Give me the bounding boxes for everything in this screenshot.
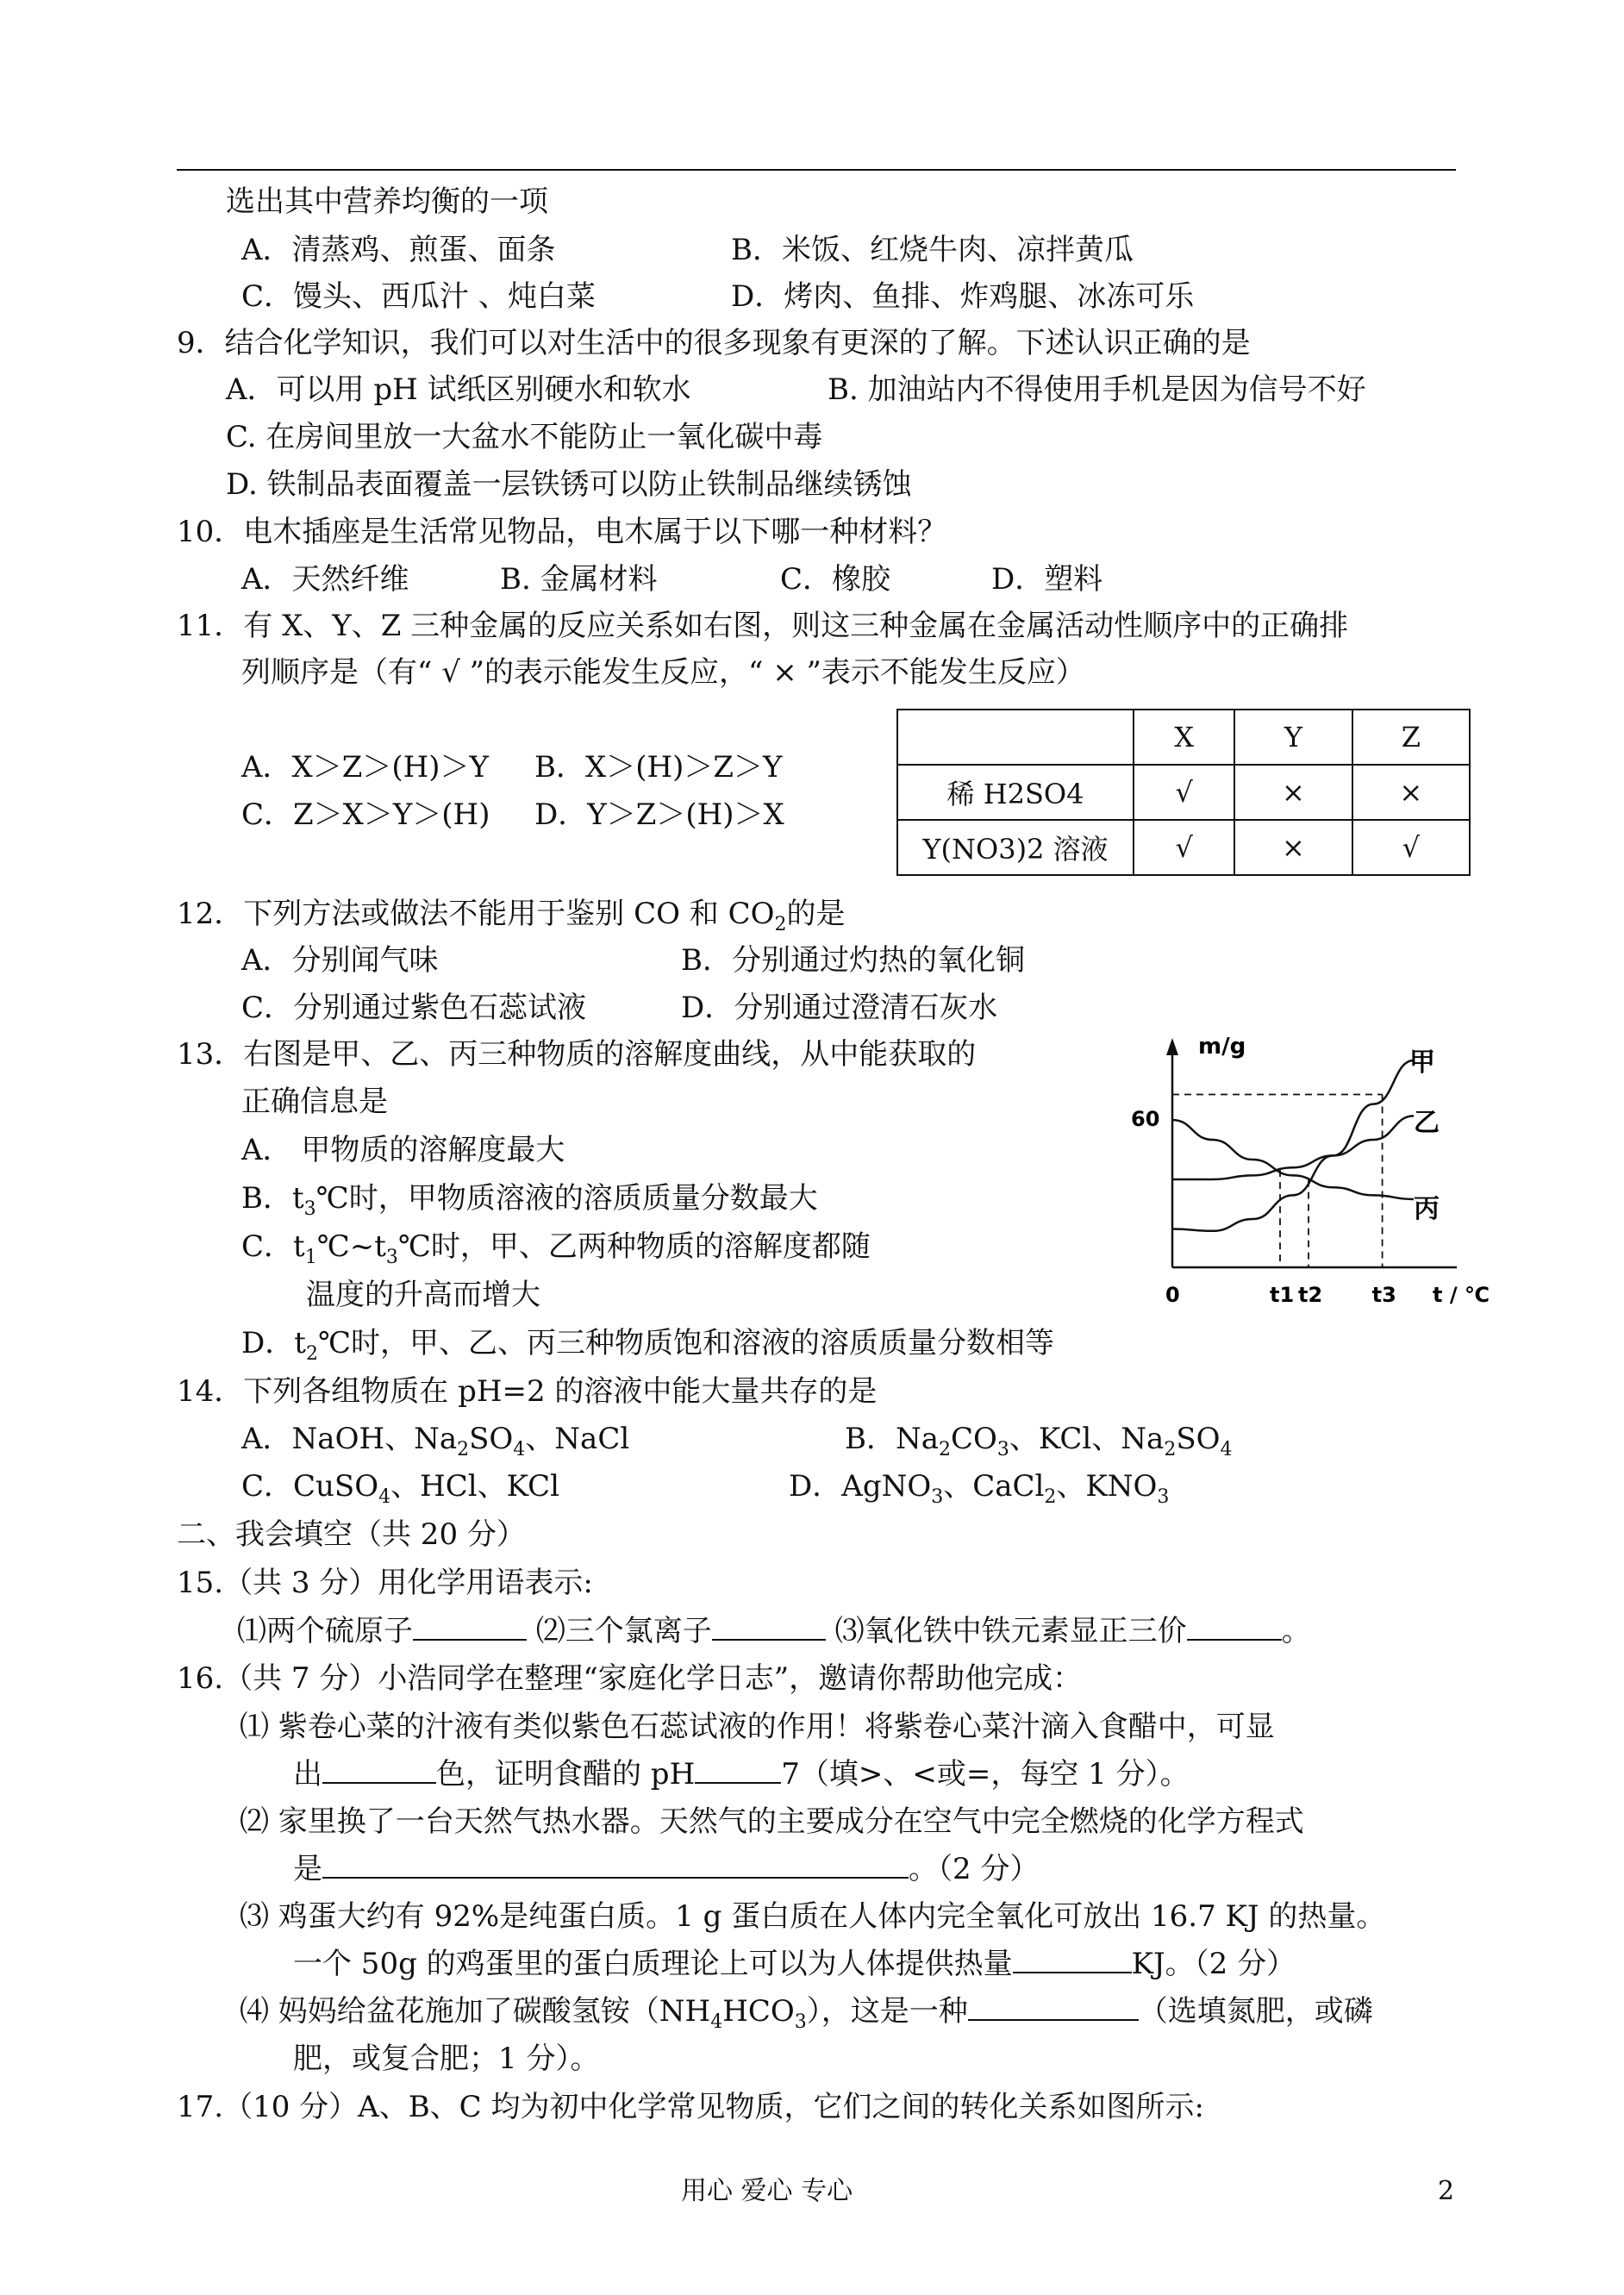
series-line-2 bbox=[1172, 1116, 1414, 1179]
answer-blank[interactable] bbox=[968, 1995, 1139, 2021]
q8-option-b: B．米饭、红烧牛肉、凉拌黄瓜 bbox=[731, 233, 1134, 267]
q16-p1-text: 色，证明食醋的 pH bbox=[436, 1757, 696, 1792]
subscript: 4 bbox=[513, 1438, 526, 1460]
q16-p1-text: 7（填>、<或=，每空 1 分）。 bbox=[781, 1757, 1190, 1792]
q16-p1-text: 出 bbox=[293, 1757, 322, 1792]
q15-part1: ⑴两个硫原子 bbox=[237, 1614, 413, 1648]
reaction-table bbox=[896, 709, 1471, 876]
series-label-jia: 甲 bbox=[1409, 1047, 1435, 1078]
q16-p4-text: ），这是一种 bbox=[806, 1994, 968, 2029]
q11-option-d: D．Y＞Z＞(H)＞X bbox=[534, 797, 784, 832]
formula-text: 、CaCl bbox=[943, 1469, 1045, 1504]
answer-blank[interactable] bbox=[695, 1758, 781, 1784]
formula-text: C．CuSO bbox=[241, 1469, 379, 1504]
q16-p3-text: KJ。（2 分） bbox=[1131, 1947, 1296, 1981]
q8-option-c: C．馒头、西瓜汁 、炖白菜 bbox=[241, 279, 596, 314]
q16-p4-text: （选填氮肥，或磷 bbox=[1138, 1994, 1373, 2029]
q10-option-d: D．塑料 bbox=[991, 562, 1103, 597]
formula-text: 、HCl、KCl bbox=[390, 1469, 560, 1504]
series-line-1 bbox=[1172, 1060, 1414, 1231]
q16-p2-text: 。（2 分） bbox=[909, 1852, 1040, 1886]
q16-part1-line2 bbox=[293, 1757, 1190, 1792]
subscript: 4 bbox=[1220, 1438, 1233, 1460]
q9-option-a: A．可以用 pH 试纸区别硬水和软水 bbox=[226, 372, 691, 407]
q11-stem-line2: 列顺序是（有“ √ ”的表示能发生反应，“ × ”表示不能发生反应） bbox=[241, 655, 1085, 690]
q14-option-b bbox=[845, 1422, 1233, 1460]
q16-stem: 16.（共 7 分）小浩同学在整理“家庭化学日志”，邀请你帮助他完成： bbox=[177, 1661, 1083, 1696]
formula-text: B．Na bbox=[845, 1422, 940, 1456]
subscript: 2 bbox=[1044, 1485, 1057, 1508]
q16-part1-line1: ⑴ 紫卷心菜的汁液有类似紫色石蕊试液的作用！将紫卷心菜汁滴入食醋中，可显 bbox=[240, 1710, 1275, 1744]
q14-option-c bbox=[241, 1469, 560, 1508]
q8-option-d: D．烤肉、鱼排、炸鸡腿、冰冻可乐 bbox=[731, 279, 1195, 314]
q15-stem: 15.（共 3 分）用化学用语表示: bbox=[177, 1566, 593, 1600]
formula-text: SO bbox=[1176, 1422, 1221, 1456]
q12-option-b: B．分别通过灼热的氧化铜 bbox=[681, 943, 1025, 978]
q12-option-c: C．分别通过紫色石蕊试液 bbox=[241, 991, 587, 1025]
table-cell: Y(NO3)2 溶液 bbox=[897, 820, 1134, 875]
q14-option-d bbox=[789, 1469, 1170, 1508]
subscript: 3 bbox=[931, 1485, 944, 1508]
q16-part2-line1: ⑵ 家里换了一台天然气热水器。天然气的主要成分在空气中完全燃烧的化学方程式 bbox=[240, 1804, 1304, 1839]
answer-blank[interactable] bbox=[322, 1758, 436, 1784]
q12-stem-text: 12．下列方法或做法不能用于鉴别 CO 和 CO bbox=[177, 897, 775, 931]
table-header-cell: Y bbox=[1234, 710, 1352, 765]
q16-part4-line2: 肥，或复合肥；1 分）。 bbox=[293, 2042, 600, 2076]
q13-option-c-line2: 温度的升高而增大 bbox=[306, 1278, 540, 1312]
q12-stem-end: 的是 bbox=[786, 897, 846, 931]
subscript: 2 bbox=[774, 913, 787, 935]
header-rule bbox=[177, 169, 1456, 171]
table-cell: √ bbox=[1134, 820, 1234, 875]
q15-end: 。 bbox=[1281, 1614, 1311, 1648]
table-header-cell bbox=[897, 710, 1134, 765]
section-heading: 二、我会填空（共 20 分） bbox=[177, 1517, 526, 1552]
q10-option-a: A．天然纤维 bbox=[241, 562, 409, 597]
q16-p3-text: 一个 50g 的鸡蛋里的蛋白质理论上可以为人体提供热量 bbox=[293, 1947, 1013, 1981]
q13-b-text: ℃时，甲物质溶液的溶质质量分数最大 bbox=[315, 1181, 818, 1216]
q13-option-d bbox=[241, 1326, 1054, 1365]
q16-part2-line2 bbox=[293, 1852, 1039, 1886]
table-header-cell: Z bbox=[1352, 710, 1470, 765]
y-axis-label: m/g bbox=[1198, 1034, 1246, 1060]
table-cell: × bbox=[1234, 820, 1352, 875]
q16-p4-text: HCO bbox=[722, 1994, 795, 2029]
q16-part3-line1: ⑶ 鸡蛋大约有 92%是纯蛋白质。1 g 蛋白质在人体内完全氧化可放出 16.7 KJ 的热量。 bbox=[240, 1899, 1386, 1934]
subscript: 2 bbox=[1164, 1438, 1177, 1460]
q13-stem-line2: 正确信息是 bbox=[241, 1085, 388, 1119]
series-label-bing: 丙 bbox=[1414, 1194, 1440, 1224]
formula-text: SO bbox=[469, 1422, 514, 1456]
q8-option-a: A．清蒸鸡、煎蛋、面条 bbox=[241, 233, 556, 267]
q13-b-prefix: B．t bbox=[241, 1181, 304, 1216]
q10-option-b: B. 金属材料 bbox=[500, 562, 658, 597]
q16-part3-line2 bbox=[293, 1947, 1296, 1981]
x-axis-label: t / ℃ bbox=[1433, 1283, 1490, 1307]
q11-option-a: A．X＞Z＞(H)＞Y bbox=[241, 750, 490, 785]
q13-stem-line1: 13．右图是甲、乙、丙三种物质的溶解度曲线，从中能获取的 bbox=[177, 1037, 977, 1072]
q10-option-c: C．橡胶 bbox=[780, 562, 891, 597]
q9-option-d: D. 铁制品表面覆盖一层铁锈可以防止铁制品继续锈蚀 bbox=[226, 467, 912, 502]
q15-part3: ⑶氧化铁中铁元素显正三价 bbox=[834, 1614, 1187, 1648]
subscript: 3 bbox=[1157, 1485, 1170, 1508]
table-row bbox=[897, 820, 1470, 875]
formula-text: 、KCl、Na bbox=[1009, 1422, 1165, 1456]
formula-text: CO bbox=[951, 1422, 997, 1456]
reaction-table-header-row bbox=[897, 710, 1470, 765]
q11-stem-line1: 11．有 X、Y、Z 三种金属的反应关系如右图，则这三种金属在金属活动性顺序中的正确排 bbox=[177, 609, 1349, 643]
subscript: 3 bbox=[794, 2010, 807, 2033]
subscript: 4 bbox=[710, 2010, 723, 2033]
q17-stem: 17.（10 分）A、B、C 均为初中化学常见物质，它们之间的转化关系如图所示: bbox=[177, 2090, 1204, 2124]
x-tick-label: t3 bbox=[1371, 1283, 1396, 1307]
formula-text: 、KNO bbox=[1056, 1469, 1158, 1504]
q8-stem: 选出其中营养均衡的一项 bbox=[226, 184, 548, 219]
subscript: 2 bbox=[457, 1438, 470, 1460]
q12-option-a: A．分别闻气味 bbox=[241, 943, 439, 978]
q13-d-prefix: D．t bbox=[241, 1326, 306, 1360]
answer-blank[interactable] bbox=[1013, 1948, 1132, 1973]
solubility-chart bbox=[1112, 1026, 1508, 1328]
q16-part4-line1 bbox=[240, 1994, 1373, 2033]
subscript: 2 bbox=[305, 1342, 318, 1365]
table-header-cell: X bbox=[1134, 710, 1234, 765]
q14-stem: 14．下列各组物质在 pH=2 的溶液中能大量共存的是 bbox=[177, 1374, 878, 1409]
q13-option-c bbox=[241, 1229, 871, 1268]
q9-stem: 9．结合化学知识，我们可以对生活中的很多现象有更深的了解。下述认识正确的是 bbox=[177, 326, 1251, 360]
answer-blank[interactable] bbox=[322, 1853, 909, 1879]
formula-text: D．AgNO bbox=[789, 1469, 932, 1504]
q11-option-c: C．Z＞X＞Y＞(H) bbox=[241, 797, 490, 832]
q11-option-b: B．X＞(H)＞Z＞Y bbox=[534, 750, 783, 785]
subscript: 3 bbox=[303, 1198, 316, 1220]
table-row bbox=[897, 765, 1470, 820]
answer-blank[interactable] bbox=[413, 1615, 527, 1641]
q13-option-b bbox=[241, 1181, 818, 1220]
footer-motto: 用心 爱心 专心 bbox=[681, 2176, 853, 2206]
q15-part2: ⑵三个氯离子 bbox=[535, 1614, 712, 1648]
q14-option-a bbox=[241, 1422, 630, 1460]
subscript: 1 bbox=[304, 1246, 317, 1268]
q13-d-text: ℃时，甲、乙、丙三种物质饱和溶液的溶质质量分数相等 bbox=[317, 1326, 1054, 1360]
q16-p4-text: ⑷ 妈妈给盆花施加了碳酸氢铵（NH bbox=[240, 1994, 711, 2029]
page-number: 2 bbox=[1438, 2176, 1455, 2206]
q10-stem: 10．电木插座是生活常见物品，电木属于以下哪一种材料？ bbox=[177, 515, 947, 549]
series-label-yi: 乙 bbox=[1414, 1108, 1440, 1138]
formula-text: A．NaOH、Na bbox=[241, 1422, 458, 1456]
table-cell: √ bbox=[1134, 765, 1234, 820]
x-tick-label: t2 bbox=[1298, 1283, 1323, 1307]
q13-c-text: ℃时，甲、乙两种物质的溶解度都随 bbox=[397, 1229, 871, 1264]
q16-p2-text: 是 bbox=[293, 1852, 322, 1886]
table-cell: 稀 H2SO4 bbox=[897, 765, 1134, 820]
answer-blank[interactable] bbox=[712, 1615, 826, 1641]
q13-option-a: A． 甲物质的溶解度最大 bbox=[241, 1133, 565, 1167]
q12-option-d: D．分别通过澄清石灰水 bbox=[681, 991, 998, 1025]
subscript: 4 bbox=[378, 1485, 391, 1508]
x-tick-label: t1 bbox=[1270, 1283, 1295, 1307]
subscript: 3 bbox=[385, 1246, 398, 1268]
origin-label: 0 bbox=[1165, 1283, 1180, 1307]
q12-stem bbox=[177, 897, 846, 935]
answer-blank[interactable] bbox=[1187, 1615, 1282, 1641]
table-cell: × bbox=[1352, 765, 1470, 820]
subscript: 2 bbox=[939, 1438, 952, 1460]
q13-c-prefix: C．t bbox=[241, 1229, 305, 1264]
table-cell: √ bbox=[1352, 820, 1470, 875]
series-line-3 bbox=[1172, 1120, 1414, 1199]
y-axis-arrow bbox=[1166, 1038, 1178, 1055]
y-mark-label: 60 bbox=[1131, 1107, 1160, 1131]
formula-text: 、NaCl bbox=[525, 1422, 630, 1456]
q9-option-c: C. 在房间里放一大盆水不能防止一氧化碳中毒 bbox=[226, 420, 823, 454]
subscript: 3 bbox=[996, 1438, 1009, 1460]
q15-parts bbox=[237, 1614, 1311, 1648]
q13-c-mid: ℃~t bbox=[316, 1229, 386, 1264]
q9-option-b: B. 加油站内不得使用手机是因为信号不好 bbox=[828, 372, 1366, 407]
table-cell: × bbox=[1234, 765, 1352, 820]
